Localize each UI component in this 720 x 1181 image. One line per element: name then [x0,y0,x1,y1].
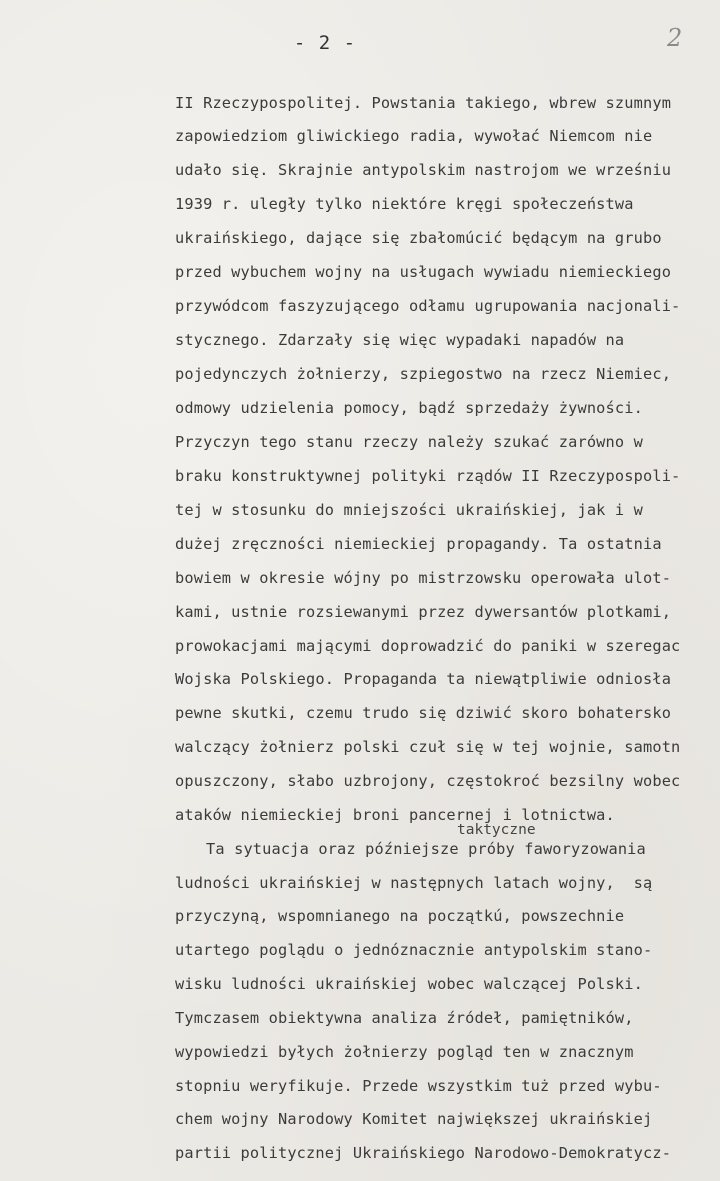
text-line: Ta sytuacja oraz późniejsze próby faworyzowania [206,840,646,858]
handwritten-page-number: 2 [667,24,683,52]
text-line: stopniu weryfikuje. Przede wszystkim tuż przed wybu- [175,1077,662,1095]
text-line: kami, ustnie rozsiewanymi przez dywersantów plotkami, [175,603,672,621]
text-line: utartego poglądu o jednóznacznie antypolskim stano- [175,941,653,959]
text-line: Tymczasem obiektywna analiza źródeł, pamiętników, [175,1009,634,1027]
text-line: chem wojny Narodowy Komitet największej ukraińskiej [175,1110,653,1128]
text-line: zapowiedziom gliwickiego radia, wywołać Niemcom nie [175,127,653,145]
text-line: pojedynczych żołnierzy, szpiegostwo na rzecz Niemiec, [175,365,672,383]
text-line: przed wybuchem wojny na usługach wywiadu niemieckiego [175,263,672,281]
text-line: prowokacjami mającymi doprowadzić do paniki w szeregac [175,637,681,655]
text-line: odmowy udzielenia pomocy, bądź sprzedaży żywności. [175,399,643,417]
text-line: ukraińskiego, dające się zbałomúcić będącym na grubo [175,229,662,247]
text-line: bowiem w okresie wójny po mistrzowsku operowała ulot- [175,569,672,587]
text-line: udało się. Skrajnie antypolskim nastrojom we wrześniu [175,161,672,179]
handwritten-insertion: taktyczne [457,822,536,838]
text-line: Wojska Polskiego. Propaganda ta niewątpliwie odniosła [175,670,672,688]
text-line: stycznego. Zdarzały się więc wypadaki napadów na [175,331,625,349]
text-line: Przyczyn tego stanu rzeczy należy szukać zarówno w [175,433,643,451]
text-line: pewne skutki, czemu trudo się dziwić skoro bohatersko [175,704,672,722]
text-line: 1939 r. uległy tylko niektóre kręgi społeczeństwa [175,195,634,213]
text-line: partii politycznej Ukraińskiego Narodowo-Demokratycz- [175,1144,672,1162]
text-line: II Rzeczypospolitej. Powstania takiego, wbrew szumnym [175,94,672,112]
text-line: ludności ukraińskiej w następnych latach wojny, są [175,874,653,892]
page-number: - 2 - [293,32,357,54]
text-line: ataków niemieckiej broni pancernej i lotnictwa. [175,806,615,824]
text-line: tej w stosunku do mniejszości ukraińskiej, jak i w [175,501,643,519]
text-line: wisku ludności ukraińskiej wobec walczącej Polski. [175,975,643,993]
text-line: braku konstruktywnej polityki rządów II Rzeczypospoli- [175,467,681,485]
text-line: dużej zręczności niemieckiej propagandy. Ta ostatnia [175,535,662,553]
text-line: walczący żołnierz polski czuł się w tej wojnie, samotn [175,738,681,756]
text-line: przywódcom faszyzującego odłamu ugrupowania nacjonali- [175,297,681,315]
text-line: wypowiedzi byłych żołnierzy pogląd ten w znacznym [175,1043,634,1061]
text-line: przyczyną, wspomnianego na początkú, powszechnie [175,907,625,925]
text-line: opuszczony, słabo uzbrojony, częstokroć bezsilny wobec [175,772,681,790]
